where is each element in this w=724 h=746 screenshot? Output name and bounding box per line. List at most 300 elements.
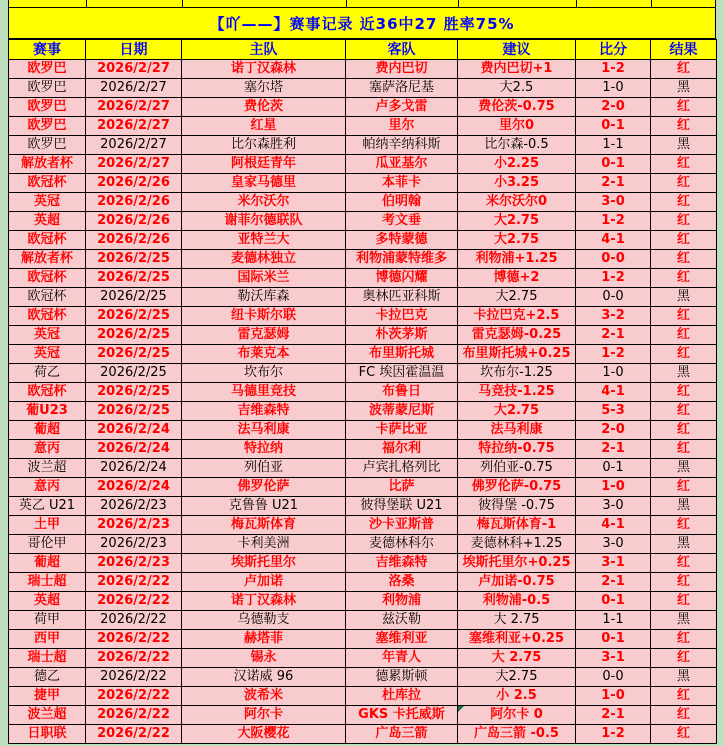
date-cell: 2026/2/25	[86, 345, 182, 364]
home-team-cell: 比尔森胜利	[182, 136, 346, 155]
table-row	[9, 345, 717, 364]
away-team-cell: 德累斯顿	[346, 668, 458, 687]
tip-cell: 大2.5	[458, 79, 576, 98]
league-cell: 荷甲	[9, 611, 86, 630]
tip-cell: 埃斯托里尔+0.25	[458, 554, 576, 573]
header-away-team: 客队	[346, 40, 458, 60]
home-team-cell: 勒沃库森	[182, 288, 346, 307]
league-cell: 欧冠杯	[9, 307, 86, 326]
tip-cell: 马竞技-1.25	[458, 383, 576, 402]
score-cell: 2-1	[576, 326, 651, 345]
score-cell: 1-2	[576, 60, 651, 79]
sheet-top-edge	[8, 0, 716, 8]
home-team-cell: 法马利康	[182, 421, 346, 440]
tip-cell: 利物浦-0.5	[458, 592, 576, 611]
league-cell: 欧冠杯	[9, 288, 86, 307]
home-team-cell: 麦德林独立	[182, 250, 346, 269]
home-team-cell: 佛罗伦萨	[182, 478, 346, 497]
home-team-cell: 米尔沃尔	[182, 193, 346, 212]
tip-cell: 小3.25	[458, 174, 576, 193]
league-cell: 欧罗巴	[9, 136, 86, 155]
tip-cell: 费内巴切+1	[458, 60, 576, 79]
date-cell: 2026/2/22	[86, 668, 182, 687]
away-team-cell: 卡拉巴克	[346, 307, 458, 326]
result-cell: 红	[651, 440, 717, 459]
table-row	[9, 307, 717, 326]
score-cell: 1-0	[576, 687, 651, 706]
date-cell: 2026/2/22	[86, 573, 182, 592]
page-title: 【吖——】赛事记录 近36中27 胜率75%	[209, 14, 515, 33]
table-row	[9, 326, 717, 345]
table-row	[9, 117, 717, 136]
league-cell: 西甲	[9, 630, 86, 649]
home-team-cell: 塞尔塔	[182, 79, 346, 98]
home-team-cell: 阿尔卡	[182, 706, 346, 725]
tip-cell: 大 2.75	[458, 611, 576, 630]
tip-cell: 小 2.5	[458, 687, 576, 706]
home-team-cell: 梅瓦斯体育	[182, 516, 346, 535]
result-cell: 红	[651, 687, 717, 706]
away-team-cell: 利物浦蒙特维多	[346, 250, 458, 269]
table-row	[9, 402, 717, 421]
result-cell: 红	[651, 269, 717, 288]
header-result: 结果	[651, 40, 717, 60]
score-cell: 3-0	[576, 193, 651, 212]
score-cell: 1-1	[576, 136, 651, 155]
home-team-cell: 波希米	[182, 687, 346, 706]
result-cell: 红	[651, 554, 717, 573]
date-cell: 2026/2/25	[86, 364, 182, 383]
league-cell: 英乙 U21	[9, 497, 86, 516]
score-cell: 1-2	[576, 269, 651, 288]
table-row	[9, 459, 717, 478]
league-cell: 欧罗巴	[9, 98, 86, 117]
table-row	[9, 516, 717, 535]
result-cell: 红	[651, 326, 717, 345]
date-cell: 2026/2/23	[86, 516, 182, 535]
league-cell: 意丙	[9, 478, 86, 497]
tip-cell: 布里斯托城+0.25	[458, 345, 576, 364]
away-team-cell: 吉维森特	[346, 554, 458, 573]
table-row	[9, 250, 717, 269]
table-row	[9, 535, 717, 554]
table-row	[9, 630, 717, 649]
score-cell: 2-1	[576, 174, 651, 193]
away-team-cell: 卢多戈雷	[346, 98, 458, 117]
result-cell: 红	[651, 98, 717, 117]
home-team-cell: 卢加诺	[182, 573, 346, 592]
league-cell: 捷甲	[9, 687, 86, 706]
date-cell: 2026/2/22	[86, 611, 182, 630]
table-row	[9, 155, 717, 174]
league-cell: 瑞士超	[9, 649, 86, 668]
date-cell: 2026/2/27	[86, 117, 182, 136]
score-cell: 4-1	[576, 516, 651, 535]
away-team-cell: GKS 卡托威斯	[346, 706, 458, 725]
date-cell: 2026/2/25	[86, 326, 182, 345]
date-cell: 2026/2/27	[86, 60, 182, 79]
away-team-cell: 布里斯托城	[346, 345, 458, 364]
result-cell: 红	[651, 402, 717, 421]
score-cell: 3-2	[576, 307, 651, 326]
result-cell: 黑	[651, 668, 717, 687]
tip-cell: 塞维利亚+0.25	[458, 630, 576, 649]
date-cell: 2026/2/22	[86, 592, 182, 611]
home-team-cell: 雷克瑟姆	[182, 326, 346, 345]
away-team-cell: 卢宾扎格列比	[346, 459, 458, 478]
date-cell: 2026/2/23	[86, 497, 182, 516]
away-team-cell: 卡萨比亚	[346, 421, 458, 440]
away-team-cell: 瓜亚基尔	[346, 155, 458, 174]
league-cell: 荷乙	[9, 364, 86, 383]
tip-cell: 博德+2	[458, 269, 576, 288]
result-cell: 红	[651, 345, 717, 364]
league-cell: 瑞士超	[9, 573, 86, 592]
header-score: 比分	[576, 40, 651, 60]
result-cell: 红	[651, 174, 717, 193]
league-cell: 英超	[9, 592, 86, 611]
table-row	[9, 592, 717, 611]
home-team-cell: 阿根廷青年	[182, 155, 346, 174]
league-cell: 英冠	[9, 345, 86, 364]
column-divider	[576, 0, 577, 7]
league-cell: 欧冠杯	[9, 269, 86, 288]
score-cell: 3-0	[576, 535, 651, 554]
league-cell: 欧冠杯	[9, 231, 86, 250]
result-cell: 红	[651, 706, 717, 725]
league-cell: 欧罗巴	[9, 117, 86, 136]
away-team-cell: 年青人	[346, 649, 458, 668]
league-cell: 哥伦甲	[9, 535, 86, 554]
table-row	[9, 136, 717, 155]
table-row	[9, 79, 717, 98]
tip-cell: 特拉纳-0.75	[458, 440, 576, 459]
tip-cell: 阿尔卡 0	[458, 706, 576, 725]
header-date: 日期	[86, 40, 182, 60]
score-cell: 0-1	[576, 117, 651, 136]
table-row	[9, 269, 717, 288]
cell-comment-marker-icon	[458, 706, 464, 712]
date-cell: 2026/2/25	[86, 269, 182, 288]
date-cell: 2026/2/26	[86, 193, 182, 212]
records-body	[9, 60, 717, 744]
column-divider	[458, 0, 459, 7]
away-team-cell: 本菲卡	[346, 174, 458, 193]
league-cell: 欧冠杯	[9, 383, 86, 402]
table-row	[9, 212, 717, 231]
home-team-cell: 埃斯托里尔	[182, 554, 346, 573]
date-cell: 2026/2/27	[86, 79, 182, 98]
tip-cell: 大2.75	[458, 231, 576, 250]
away-team-cell: 伯明翰	[346, 193, 458, 212]
home-team-cell: 费伦茨	[182, 98, 346, 117]
result-cell: 红	[651, 630, 717, 649]
result-cell: 黑	[651, 497, 717, 516]
league-cell: 意丙	[9, 440, 86, 459]
home-team-cell: 赫塔菲	[182, 630, 346, 649]
column-divider	[182, 0, 183, 7]
home-team-cell: 国际米兰	[182, 269, 346, 288]
away-team-cell: 朴茨茅斯	[346, 326, 458, 345]
tip-cell: 大 2.75	[458, 649, 576, 668]
league-cell: 波兰超	[9, 706, 86, 725]
tip-cell: 卡拉巴克+2.5	[458, 307, 576, 326]
table-row	[9, 440, 717, 459]
tip-cell: 大2.75	[458, 212, 576, 231]
result-cell: 红	[651, 478, 717, 497]
score-cell: 2-1	[576, 573, 651, 592]
tip-cell: 比尔森-0.5	[458, 136, 576, 155]
result-cell: 红	[651, 516, 717, 535]
date-cell: 2026/2/22	[86, 649, 182, 668]
score-cell: 2-1	[576, 440, 651, 459]
table-row	[9, 687, 717, 706]
away-team-cell: 布鲁日	[346, 383, 458, 402]
tip-cell: 坎布尔-1.25	[458, 364, 576, 383]
header-league: 赛事	[9, 40, 86, 60]
date-cell: 2026/2/23	[86, 554, 182, 573]
home-team-cell: 诺丁汉森林	[182, 592, 346, 611]
away-team-cell: 波蒂蒙尼斯	[346, 402, 458, 421]
table-row	[9, 497, 717, 516]
league-cell: 德乙	[9, 668, 86, 687]
score-cell: 0-1	[576, 155, 651, 174]
date-cell: 2026/2/27	[86, 98, 182, 117]
date-cell: 2026/2/27	[86, 155, 182, 174]
tip-cell: 大2.75	[458, 288, 576, 307]
header-row	[9, 40, 717, 60]
league-cell: 英冠	[9, 326, 86, 345]
table-row	[9, 383, 717, 402]
score-cell: 0-0	[576, 668, 651, 687]
spreadsheet-region	[8, 0, 716, 744]
league-cell: 欧罗巴	[9, 60, 86, 79]
result-cell: 红	[651, 60, 717, 79]
league-cell: 葡U23	[9, 402, 86, 421]
date-cell: 2026/2/25	[86, 250, 182, 269]
result-cell: 红	[651, 649, 717, 668]
table-row	[9, 231, 717, 250]
result-cell: 红	[651, 307, 717, 326]
tip-cell: 法马利康	[458, 421, 576, 440]
away-team-cell: 考文垂	[346, 212, 458, 231]
away-team-cell: 广岛三箭	[346, 725, 458, 744]
records-table	[8, 39, 717, 744]
away-team-cell: 麦德林科尔	[346, 535, 458, 554]
away-team-cell: 杜库拉	[346, 687, 458, 706]
home-team-cell: 特拉纳	[182, 440, 346, 459]
league-cell: 葡超	[9, 421, 86, 440]
result-cell: 红	[651, 212, 717, 231]
table-row	[9, 573, 717, 592]
tip-cell: 大2.75	[458, 402, 576, 421]
score-cell: 1-1	[576, 611, 651, 630]
score-cell: 4-1	[576, 231, 651, 250]
result-cell: 红	[651, 250, 717, 269]
date-cell: 2026/2/25	[86, 402, 182, 421]
table-row	[9, 725, 717, 744]
result-cell: 黑	[651, 79, 717, 98]
home-team-cell: 吉维森特	[182, 402, 346, 421]
league-cell: 日职联	[9, 725, 86, 744]
result-cell: 红	[651, 231, 717, 250]
away-team-cell: 利物浦	[346, 592, 458, 611]
home-team-cell: 大阪樱花	[182, 725, 346, 744]
tip-cell: 雷克瑟姆-0.25	[458, 326, 576, 345]
score-cell: 1-0	[576, 364, 651, 383]
column-divider	[651, 0, 652, 7]
result-cell: 红	[651, 573, 717, 592]
result-cell: 红	[651, 193, 717, 212]
score-cell: 4-1	[576, 383, 651, 402]
date-cell: 2026/2/24	[86, 478, 182, 497]
date-cell: 2026/2/22	[86, 687, 182, 706]
result-cell: 黑	[651, 535, 717, 554]
table-row	[9, 193, 717, 212]
home-team-cell: 布莱克本	[182, 345, 346, 364]
date-cell: 2026/2/24	[86, 421, 182, 440]
date-cell: 2026/2/26	[86, 212, 182, 231]
home-team-cell: 坎布尔	[182, 364, 346, 383]
home-team-cell: 克鲁鲁 U21	[182, 497, 346, 516]
date-cell: 2026/2/22	[86, 630, 182, 649]
away-team-cell: 彼得堡联 U21	[346, 497, 458, 516]
away-team-cell: 多特蒙德	[346, 231, 458, 250]
tip-cell: 利物浦+1.25	[458, 250, 576, 269]
away-team-cell: 博德闪耀	[346, 269, 458, 288]
table-row	[9, 60, 717, 79]
league-cell: 欧冠杯	[9, 174, 86, 193]
score-cell: 3-0	[576, 497, 651, 516]
table-row	[9, 288, 717, 307]
date-cell: 2026/2/27	[86, 136, 182, 155]
away-team-cell: 比萨	[346, 478, 458, 497]
away-team-cell: 兹沃勒	[346, 611, 458, 630]
tip-cell: 梅瓦斯体育-1	[458, 516, 576, 535]
away-team-cell: 沙卡亚斯普	[346, 516, 458, 535]
result-cell: 黑	[651, 136, 717, 155]
home-team-cell: 锡永	[182, 649, 346, 668]
score-cell: 5-3	[576, 402, 651, 421]
score-cell: 1-2	[576, 345, 651, 364]
date-cell: 2026/2/26	[86, 174, 182, 193]
score-cell: 0-0	[576, 250, 651, 269]
home-team-cell: 皇家马德里	[182, 174, 346, 193]
date-cell: 2026/2/25	[86, 383, 182, 402]
table-row	[9, 554, 717, 573]
result-cell: 红	[651, 725, 717, 744]
table-row	[9, 611, 717, 630]
home-team-cell: 卡利美洲	[182, 535, 346, 554]
tip-cell: 卢加诺-0.75	[458, 573, 576, 592]
score-cell: 3-1	[576, 649, 651, 668]
tip-cell: 大2.75	[458, 668, 576, 687]
table-row	[9, 174, 717, 193]
home-team-cell: 马德里竞技	[182, 383, 346, 402]
result-cell: 红	[651, 383, 717, 402]
result-cell: 红	[651, 117, 717, 136]
league-cell: 英冠	[9, 193, 86, 212]
tip-cell: 小2.25	[458, 155, 576, 174]
home-team-cell: 乌德勒支	[182, 611, 346, 630]
result-cell: 黑	[651, 364, 717, 383]
home-team-cell: 亚特兰大	[182, 231, 346, 250]
away-team-cell: 洛桑	[346, 573, 458, 592]
home-team-cell: 列伯亚	[182, 459, 346, 478]
league-cell: 波兰超	[9, 459, 86, 478]
home-team-cell: 诺丁汉森林	[182, 60, 346, 79]
table-row	[9, 706, 717, 725]
column-divider	[346, 0, 347, 7]
tip-cell: 麦德林科+1.25	[458, 535, 576, 554]
result-cell: 黑	[651, 288, 717, 307]
score-cell: 0-1	[576, 630, 651, 649]
score-cell: 0-0	[576, 288, 651, 307]
header-tip: 建议	[458, 40, 576, 60]
table-row	[9, 649, 717, 668]
score-cell: 1-2	[576, 212, 651, 231]
away-team-cell: FC 埃因霍温温	[346, 364, 458, 383]
league-cell: 解放者杯	[9, 250, 86, 269]
score-cell: 2-0	[576, 98, 651, 117]
away-team-cell: 费内巴切	[346, 60, 458, 79]
tip-cell: 广岛三箭 -0.5	[458, 725, 576, 744]
score-cell: 1-0	[576, 79, 651, 98]
table-row	[9, 668, 717, 687]
away-team-cell: 塞维利亚	[346, 630, 458, 649]
date-cell: 2026/2/23	[86, 535, 182, 554]
score-cell: 0-1	[576, 459, 651, 478]
score-cell: 1-2	[576, 725, 651, 744]
home-team-cell: 纽卡斯尔联	[182, 307, 346, 326]
result-cell: 黑	[651, 459, 717, 478]
result-cell: 红	[651, 421, 717, 440]
score-cell: 1-0	[576, 478, 651, 497]
result-cell: 黑	[651, 611, 717, 630]
tip-cell: 里尔0	[458, 117, 576, 136]
result-cell: 红	[651, 592, 717, 611]
tip-cell: 米尔沃尔0	[458, 193, 576, 212]
tip-cell: 列伯亚-0.75	[458, 459, 576, 478]
league-cell: 解放者杯	[9, 155, 86, 174]
table-row	[9, 364, 717, 383]
away-team-cell: 塞萨洛尼基	[346, 79, 458, 98]
title-bar	[8, 8, 716, 39]
league-cell: 英超	[9, 212, 86, 231]
league-cell: 欧罗巴	[9, 79, 86, 98]
away-team-cell: 里尔	[346, 117, 458, 136]
score-cell: 0-1	[576, 592, 651, 611]
result-cell: 红	[651, 155, 717, 174]
date-cell: 2026/2/22	[86, 725, 182, 744]
date-cell: 2026/2/24	[86, 440, 182, 459]
date-cell: 2026/2/24	[86, 459, 182, 478]
home-team-cell: 红星	[182, 117, 346, 136]
away-team-cell: 奥林匹亚科斯	[346, 288, 458, 307]
date-cell: 2026/2/22	[86, 706, 182, 725]
home-team-cell: 谢菲尔德联队	[182, 212, 346, 231]
tip-cell: 费伦茨-0.75	[458, 98, 576, 117]
header-home-team: 主队	[182, 40, 346, 60]
league-cell: 葡超	[9, 554, 86, 573]
away-team-cell: 福尔利	[346, 440, 458, 459]
date-cell: 2026/2/25	[86, 307, 182, 326]
table-row	[9, 98, 717, 117]
league-cell: 土甲	[9, 516, 86, 535]
home-team-cell: 汉诺威 96	[182, 668, 346, 687]
score-cell: 2-1	[576, 706, 651, 725]
tip-cell: 彼得堡 -0.75	[458, 497, 576, 516]
